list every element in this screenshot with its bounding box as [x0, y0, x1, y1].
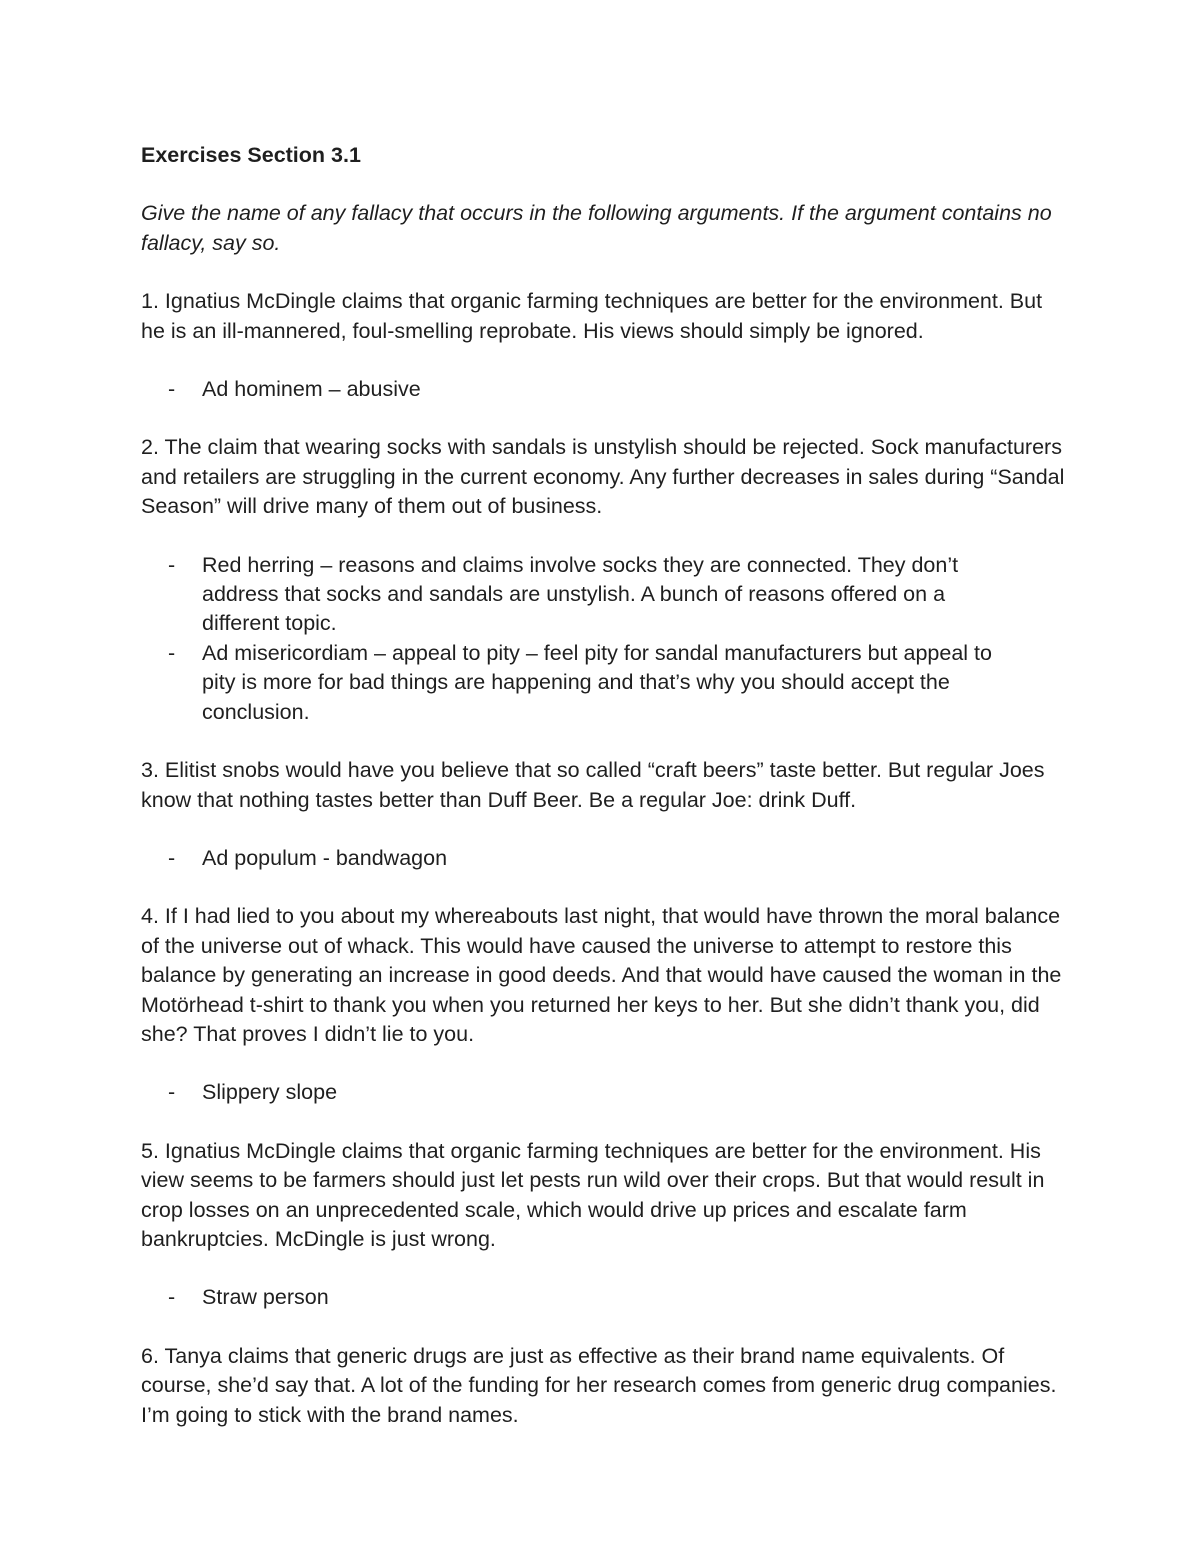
answer-item: [141, 844, 1071, 873]
instructions: Give the name of any fallacy that occurs in the following arguments. If the argument contains no fallacy, say so.: [141, 201, 1052, 255]
question-1: 1. Ignatius McDingle claims that organic farming techniques are better for the environment. But he is an ill-mannered, foul-smelling reprobate. His views should simply be ignored.: [141, 289, 1043, 343]
answer-list-1: [141, 375, 1071, 404]
answer-text: Straw person: [202, 1285, 329, 1310]
question-4: 4. If I had lied to you about my whereabouts last night, that would have thrown the moral balance of the universe out of whack. This would have caused the universe to attempt to restore this balance by generating an increase in good deeds. And that would have caused the woman in the Motörhead t-shirt to thank you when you returned her keys to her. But she didn’t thank you, did she? That proves I didn’t lie to you.: [141, 904, 1062, 1046]
answer-list-2: [141, 551, 1071, 727]
bullet-dash: -: [168, 1285, 176, 1310]
bullet-dash: -: [168, 640, 176, 665]
question-5: 5. Ignatius McDingle claims that organic farming techniques are better for the environment. His view seems to be farmers should just let pests run wild over their crops. But that would result in crop losses on an unprecedented scale, which would drive up prices and escalate farm bankruptcies. McDingle is just wrong.: [141, 1138, 1045, 1251]
bullet-dash: -: [168, 377, 176, 402]
question-3: 3. Elitist snobs would have you believe that so called “craft beers” taste better. But regular Joes know that nothing tastes better than Duff Beer. Be a regular Joe: drink Duff.: [141, 758, 1045, 812]
bullet-dash: -: [168, 1080, 176, 1105]
question-6: 6. Tanya claims that generic drugs are just as effective as their brand name equivalents. Of course, she’d say that. A lot of the funding for her research comes from generic drug companies. I’m going to stick with the brand names.: [141, 1343, 1057, 1427]
answer-item: [141, 639, 1071, 727]
answer-item: [141, 1078, 1071, 1107]
answer-item: [141, 1283, 1071, 1312]
answer-item: [141, 551, 1071, 639]
answer-text: Red herring – reasons and claims involve socks they are connected. They don’t address that socks and sandals are unstylish. A bunch of reasons offered on a different topic.: [202, 552, 959, 636]
answer-list-3: [141, 844, 1071, 873]
answer-text: Ad populum - bandwagon: [202, 845, 448, 870]
answer-list-5: [141, 1283, 1071, 1312]
answer-text: Slippery slope: [202, 1080, 338, 1105]
answer-item: [141, 375, 1071, 404]
bullet-dash: -: [168, 552, 176, 577]
bullet-dash: -: [168, 845, 176, 870]
answer-text: Ad hominem – abusive: [202, 377, 421, 402]
question-2: 2. The claim that wearing socks with sandals is unstylish should be rejected. Sock manufacturers and retailers are struggling in the current economy. Any further decreases in sales during “Sandal Season” will drive many of them out of business.: [141, 435, 1065, 519]
page-title: Exercises Section 3.1: [141, 143, 361, 167]
document-page: [141, 141, 1071, 1459]
answer-list-4: [141, 1078, 1071, 1107]
answer-text: Ad misericordiam – appeal to pity – feel pity for sandal manufacturers but appeal to pity is more for bad things are happening and that’s why you should accept the conclusion.: [202, 640, 992, 724]
